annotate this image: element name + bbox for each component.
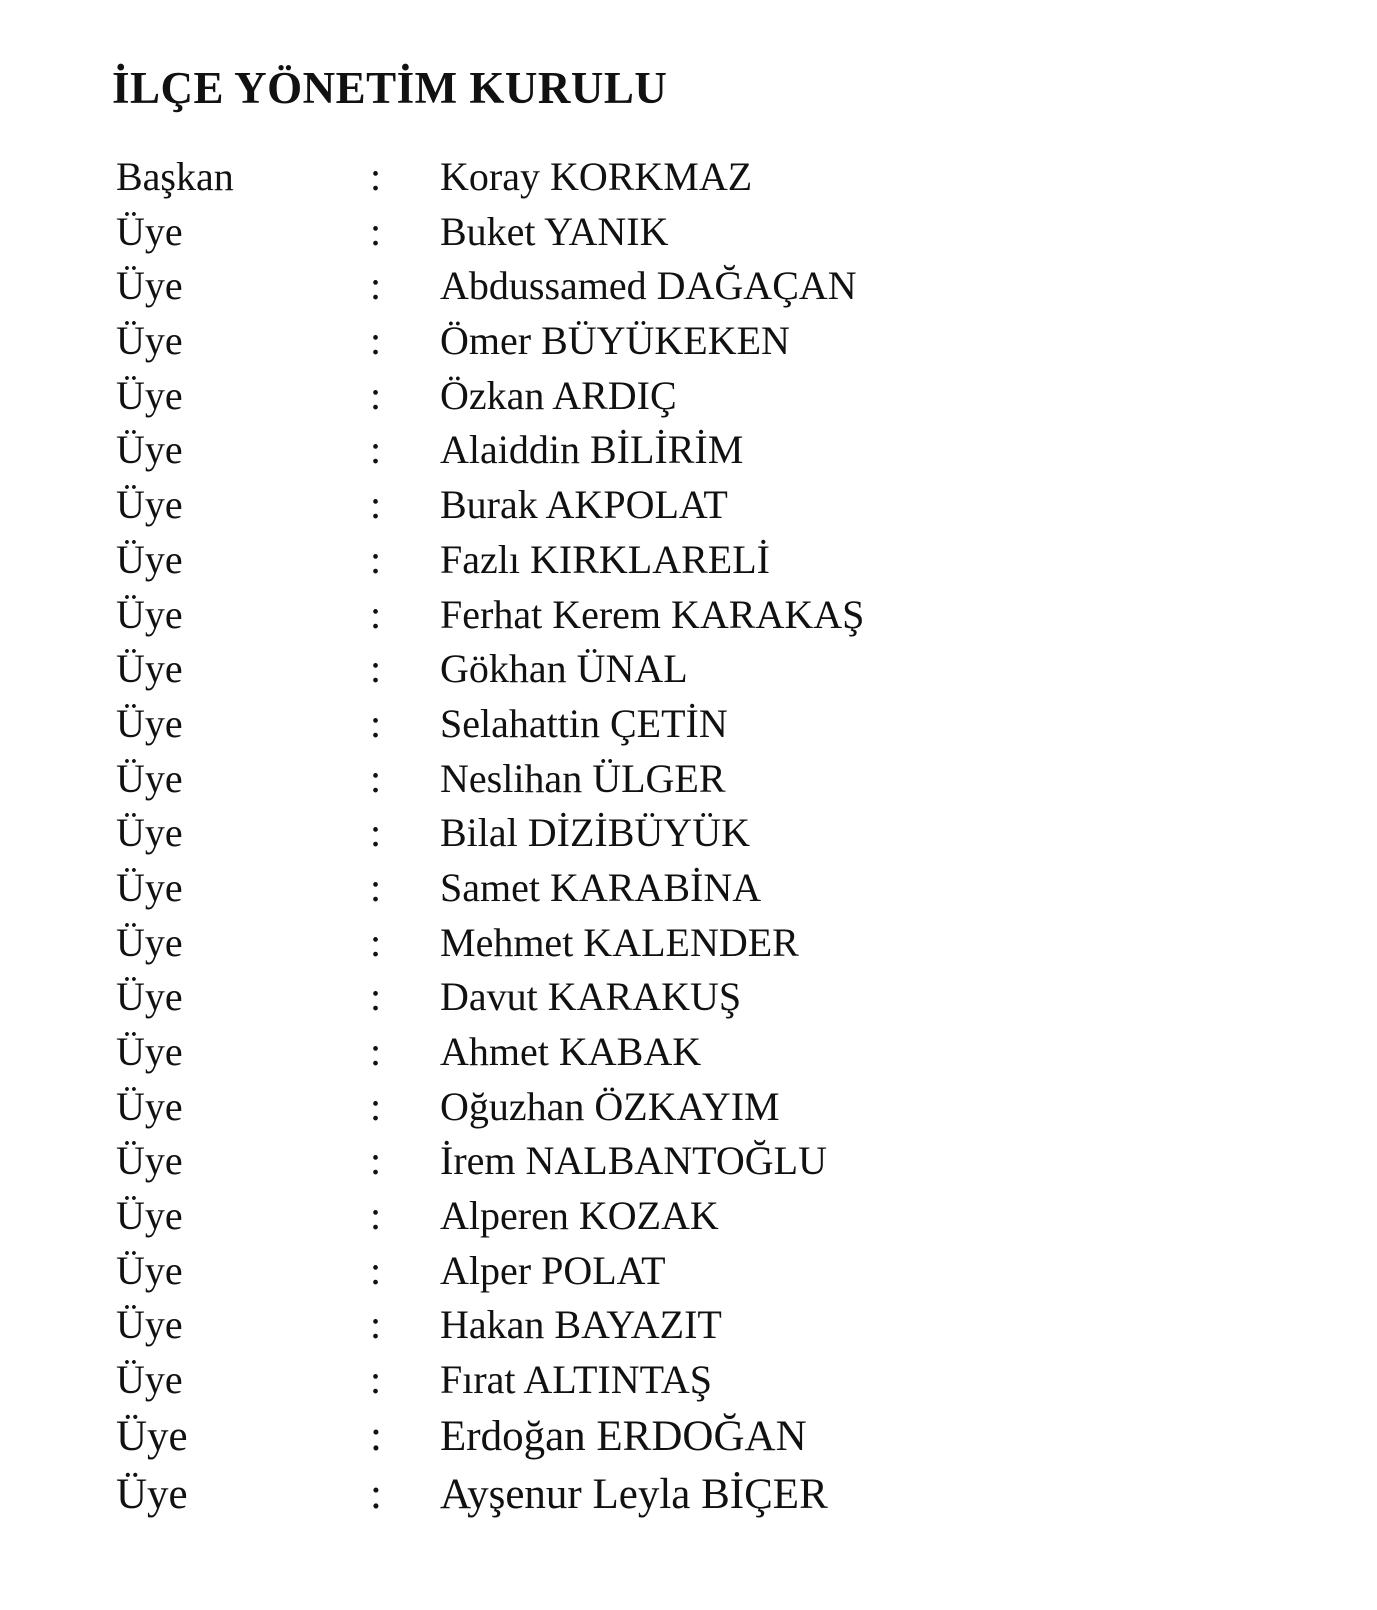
member-role: Üye: [116, 1193, 183, 1239]
member-role: Üye: [116, 372, 183, 418]
member-name: Burak AKPOLAT: [440, 482, 728, 528]
member-separator: :: [370, 755, 382, 801]
member-separator: :: [370, 1302, 382, 1348]
member-role: Üye: [116, 1029, 183, 1074]
member-separator: :: [370, 974, 382, 1020]
member-separator: :: [370, 1029, 382, 1074]
member-separator: :: [370, 1193, 382, 1239]
member-name: Mehmet KALENDER: [440, 919, 799, 965]
member-separator: :: [370, 591, 382, 637]
member-name: Gökhan ÜNAL: [440, 646, 688, 692]
member-row: [116, 1408, 1216, 1466]
page-title: İLÇE YÖNETİM KURULU: [112, 63, 668, 113]
member-role: Üye: [116, 864, 183, 910]
member-role: Üye: [116, 1247, 183, 1293]
member-separator: :: [370, 1470, 382, 1518]
member-row: [116, 369, 1216, 424]
member-name: Koray KORKMAZ: [440, 154, 753, 199]
member-row: [116, 1353, 1216, 1408]
member-name: Alperen KOZAK: [440, 1193, 719, 1239]
member-name: Alaiddin BİLİRİM: [440, 427, 744, 473]
member-name: İrem NALBANTOĞLU: [440, 1138, 827, 1184]
member-role: Üye: [116, 318, 183, 364]
member-name: Ömer BÜYÜKEKEN: [440, 318, 790, 364]
member-role: Üye: [116, 427, 183, 473]
member-separator: :: [370, 482, 382, 528]
member-row: [116, 533, 1216, 588]
member-row: [116, 1189, 1216, 1244]
member-name: Alper POLAT: [440, 1247, 666, 1293]
member-separator: :: [370, 536, 382, 582]
member-separator: :: [370, 318, 382, 364]
member-name: Selahattin ÇETİN: [440, 700, 728, 746]
member-role: Üye: [116, 755, 183, 801]
member-name: Özkan ARDIÇ: [440, 372, 677, 418]
member-role: Üye: [116, 1083, 183, 1129]
member-name: Erdoğan ERDOĞAN: [440, 1412, 807, 1460]
member-separator: :: [370, 810, 382, 856]
member-separator: :: [370, 372, 382, 418]
member-name: Davut KARAKUŞ: [440, 974, 742, 1020]
member-row: [116, 806, 1216, 861]
member-name: Ferhat Kerem KARAKAŞ: [440, 591, 865, 637]
member-name: Samet KARABİNA: [440, 864, 762, 910]
member-row: [116, 259, 1216, 314]
member-row: [116, 1134, 1216, 1189]
member-name: Ahmet KABAK: [440, 1029, 702, 1074]
member-row: [116, 752, 1216, 807]
member-row: [116, 970, 1216, 1025]
member-role: Üye: [116, 1470, 188, 1518]
member-name: Neslihan ÜLGER: [440, 755, 726, 801]
member-separator: :: [370, 1083, 382, 1129]
member-row: [116, 1298, 1216, 1353]
member-row: [116, 1025, 1216, 1080]
member-row: [116, 861, 1216, 916]
member-role: Üye: [116, 1302, 183, 1348]
member-role: Üye: [116, 1138, 183, 1184]
member-separator: :: [370, 154, 382, 199]
member-separator: :: [370, 427, 382, 473]
member-role: Üye: [116, 1412, 188, 1460]
member-row: [116, 697, 1216, 752]
member-row: [116, 642, 1216, 697]
member-role: Üye: [116, 536, 183, 582]
member-role: Üye: [116, 700, 183, 746]
member-row: [116, 1244, 1216, 1299]
member-separator: :: [370, 919, 382, 965]
member-separator: :: [370, 864, 382, 910]
member-name: Hakan BAYAZIT: [440, 1302, 722, 1348]
member-separator: :: [370, 1412, 382, 1460]
member-name: Buket YANIK: [440, 208, 669, 254]
member-role: Üye: [116, 646, 183, 692]
member-name: Bilal DİZİBÜYÜK: [440, 810, 750, 856]
member-role: Üye: [116, 1357, 183, 1403]
member-name: Oğuzhan ÖZKAYIM: [440, 1083, 780, 1129]
member-role: Üye: [116, 810, 183, 856]
member-separator: :: [370, 700, 382, 746]
member-row: [116, 916, 1216, 971]
member-separator: :: [370, 208, 382, 254]
member-row: [116, 1466, 1216, 1524]
member-role: Başkan: [116, 154, 234, 199]
member-row: [116, 423, 1216, 478]
member-separator: :: [370, 1138, 382, 1184]
member-row: [116, 205, 1216, 260]
member-row: [116, 1080, 1216, 1135]
member-row: [116, 478, 1216, 533]
member-row: [116, 150, 1216, 205]
member-row: [116, 588, 1216, 643]
member-name: Ayşenur Leyla BİÇER: [440, 1470, 828, 1518]
member-name: Abdussamed DAĞAÇAN: [440, 263, 857, 309]
member-name: Fırat ALTINTAŞ: [440, 1357, 712, 1403]
member-name: Fazlı KIRKLARELİ: [440, 536, 770, 582]
member-row: [116, 314, 1216, 369]
member-separator: :: [370, 646, 382, 692]
member-separator: :: [370, 1247, 382, 1293]
member-role: Üye: [116, 591, 183, 637]
member-list: [116, 150, 1216, 1524]
member-separator: :: [370, 263, 382, 309]
member-separator: :: [370, 1357, 382, 1403]
member-role: Üye: [116, 208, 183, 254]
member-role: Üye: [116, 482, 183, 528]
member-role: Üye: [116, 974, 183, 1020]
member-role: Üye: [116, 919, 183, 965]
member-role: Üye: [116, 263, 183, 309]
